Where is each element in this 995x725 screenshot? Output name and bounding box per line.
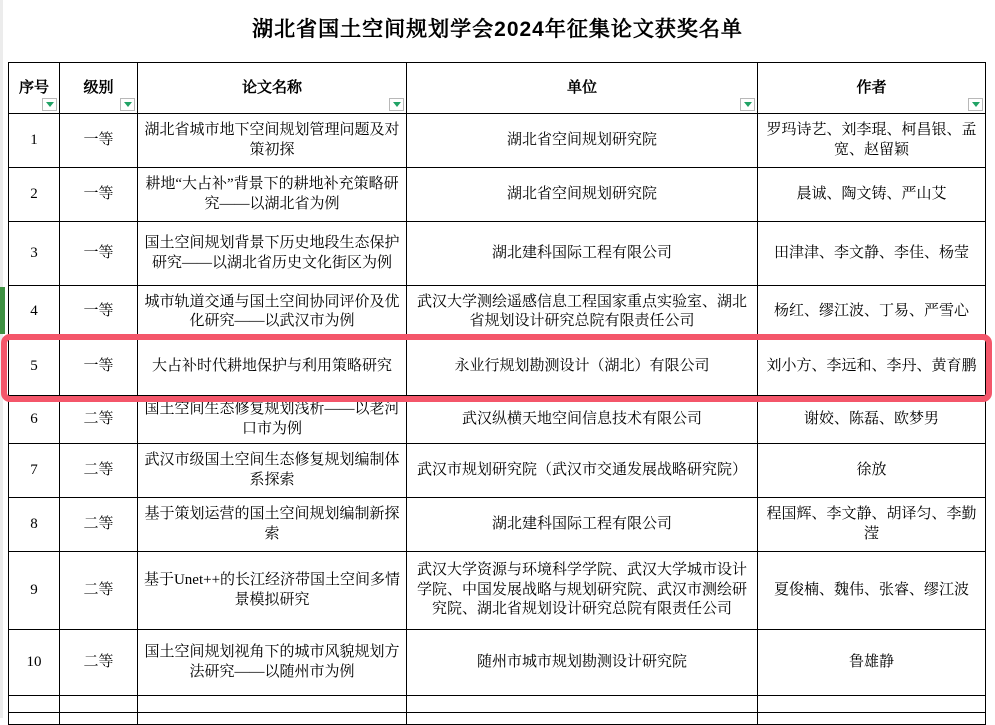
table-row — [9, 444, 986, 498]
window-left-edge — [0, 0, 3, 718]
cell-empty[interactable] — [60, 696, 138, 713]
cell-level[interactable]: 一等 — [60, 286, 138, 339]
page-title: 湖北省国土空间规划学会2024年征集论文获奖名单 — [252, 18, 743, 41]
cell-title[interactable]: 耕地“大占补”背景下的耕地补充策略研究——以湖北省为例 — [138, 168, 407, 222]
cell-no[interactable]: 8 — [9, 498, 60, 552]
cell-empty[interactable] — [138, 696, 407, 713]
cell-no[interactable]: 9 — [9, 552, 60, 630]
cell-title[interactable]: 国土空间规划视角下的城市风貌规划方法研究——以随州市为例 — [138, 630, 407, 696]
filter-dropdown-icon[interactable] — [968, 98, 983, 111]
table-row — [9, 396, 986, 444]
cell-title[interactable]: 湖北省城市地下空间规划管理问题及对策初探 — [138, 114, 407, 168]
cell-authors[interactable]: 田津津、李文静、李佳、杨莹 — [758, 222, 986, 286]
cell-authors[interactable]: 刘小方、李远和、李丹、黄育鹏 — [758, 339, 986, 396]
table-row — [9, 552, 986, 630]
cell-authors[interactable]: 谢姣、陈磊、欧梦男 — [758, 396, 986, 444]
chevron-down-icon — [124, 102, 132, 107]
cell-level[interactable]: 一等 — [60, 114, 138, 168]
table-row — [9, 168, 986, 222]
cell-no[interactable]: 5 — [9, 339, 60, 396]
cell-no[interactable]: 6 — [9, 396, 60, 444]
column-header-title[interactable] — [138, 63, 407, 114]
cell-no[interactable]: 7 — [9, 444, 60, 498]
cell-no[interactable]: 10 — [9, 630, 60, 696]
cell-empty[interactable] — [138, 713, 407, 725]
cell-no[interactable]: 2 — [9, 168, 60, 222]
cell-authors[interactable]: 晨诚、陶文铸、严山艾 — [758, 168, 986, 222]
cell-level[interactable]: 一等 — [60, 339, 138, 396]
cell-org[interactable]: 湖北建科国际工程有限公司 — [407, 498, 758, 552]
cell-authors[interactable]: 夏俊楠、魏伟、张睿、缪江波 — [758, 552, 986, 630]
cell-empty[interactable] — [407, 696, 758, 713]
cell-authors[interactable]: 徐放 — [758, 444, 986, 498]
cell-title[interactable]: 大占补时代耕地保护与利用策略研究 — [138, 339, 407, 396]
cell-level[interactable]: 一等 — [60, 168, 138, 222]
chevron-down-icon — [972, 102, 980, 107]
cell-org[interactable]: 湖北建科国际工程有限公司 — [407, 222, 758, 286]
column-header-label: 级别 — [83, 79, 114, 97]
filter-dropdown-icon[interactable] — [42, 98, 57, 111]
table-body — [9, 114, 986, 725]
empty-row — [9, 713, 986, 725]
cell-authors[interactable]: 程国辉、李文静、胡译匀、李勤滢 — [758, 498, 986, 552]
column-header-label: 单位 — [566, 79, 597, 97]
cell-no[interactable]: 4 — [9, 286, 60, 339]
cell-empty[interactable] — [9, 696, 60, 713]
cell-level[interactable]: 二等 — [60, 396, 138, 444]
cell-title[interactable]: 国土空间规划背景下历史地段生态保护研究——以湖北省历史文化街区为例 — [138, 222, 407, 286]
awards-table — [8, 62, 986, 725]
column-header-label: 序号 — [18, 79, 49, 97]
cell-empty[interactable] — [9, 713, 60, 725]
column-header-label: 作者 — [856, 79, 887, 97]
cell-level[interactable]: 二等 — [60, 630, 138, 696]
cell-org[interactable]: 随州市城市规划勘测设计研究院 — [407, 630, 758, 696]
cell-empty[interactable] — [60, 713, 138, 725]
cell-org[interactable]: 武汉大学测绘遥感信息工程国家重点实验室、湖北省规划设计研究总院有限责任公司 — [407, 286, 758, 339]
header-row — [9, 63, 986, 114]
cell-authors[interactable]: 杨红、缪江波、丁易、严雪心 — [758, 286, 986, 339]
table-row — [9, 339, 986, 396]
column-header-no[interactable] — [9, 63, 60, 114]
cell-level[interactable]: 二等 — [60, 552, 138, 630]
cell-no[interactable]: 3 — [9, 222, 60, 286]
cell-empty[interactable] — [758, 713, 986, 725]
chevron-down-icon — [393, 102, 401, 107]
column-header-label: 论文名称 — [241, 79, 302, 97]
column-header-level[interactable] — [60, 63, 138, 114]
cell-title[interactable]: 国土空间生态修复规划浅析——以老河口市为例 — [138, 396, 407, 444]
chevron-down-icon — [46, 102, 54, 107]
empty-row — [9, 696, 986, 713]
cell-level[interactable]: 一等 — [60, 222, 138, 286]
cell-org[interactable]: 武汉市规划研究院（武汉市交通发展战略研究院） — [407, 444, 758, 498]
column-header-org[interactable] — [407, 63, 758, 114]
cell-empty[interactable] — [407, 713, 758, 725]
cell-level[interactable]: 二等 — [60, 498, 138, 552]
table-row — [9, 222, 986, 286]
cell-org[interactable]: 永业行规划勘测设计（湖北）有限公司 — [407, 339, 758, 396]
filter-dropdown-icon[interactable] — [740, 98, 755, 111]
cell-level[interactable]: 二等 — [60, 444, 138, 498]
cell-title[interactable]: 城市轨道交通与国土空间协同评价及优化研究——以武汉市为例 — [138, 286, 407, 339]
table-row — [9, 286, 986, 339]
column-header-authors[interactable] — [758, 63, 986, 114]
cell-empty[interactable] — [758, 696, 986, 713]
cell-title[interactable]: 基于Unet++的长江经济带国土空间多情景模拟研究 — [138, 552, 407, 630]
chevron-down-icon — [744, 102, 752, 107]
cell-org[interactable]: 湖北省空间规划研究院 — [407, 114, 758, 168]
cell-title[interactable]: 武汉市级国土空间生态修复规划编制体系探索 — [138, 444, 407, 498]
cell-org[interactable]: 武汉纵横天地空间信息技术有限公司 — [407, 396, 758, 444]
cell-org[interactable]: 湖北省空间规划研究院 — [407, 168, 758, 222]
cell-org[interactable]: 武汉大学资源与环境科学学院、武汉大学城市设计学院、中国发展战略与规划研究院、武汉市测绘研究院、湖北省规划设计研究总院有限责任公司 — [407, 552, 758, 630]
cell-no[interactable]: 1 — [9, 114, 60, 168]
table-row — [9, 630, 986, 696]
table-row — [9, 114, 986, 168]
cell-authors[interactable]: 罗玛诗艺、刘李琨、柯昌银、孟宽、赵留颖 — [758, 114, 986, 168]
table-row — [9, 498, 986, 552]
filter-dropdown-icon[interactable] — [389, 98, 404, 111]
cell-title[interactable]: 基于策划运营的国土空间规划编制新探索 — [138, 498, 407, 552]
filter-dropdown-icon[interactable] — [120, 98, 135, 111]
cell-authors[interactable]: 鲁雄静 — [758, 630, 986, 696]
